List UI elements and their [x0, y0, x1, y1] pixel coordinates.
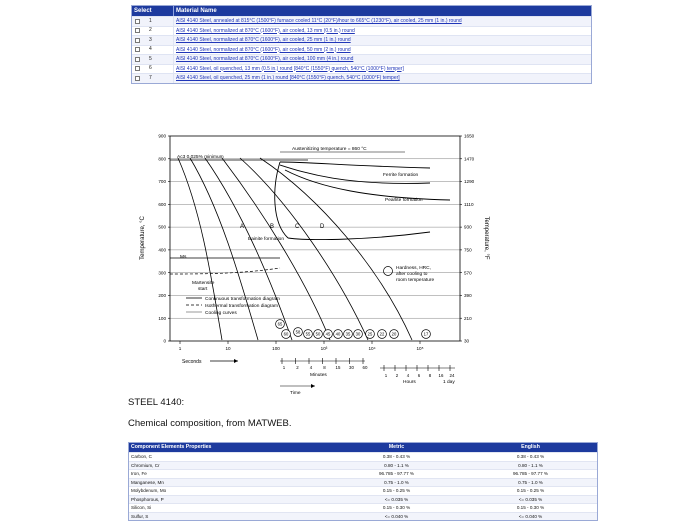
- select-cell: [132, 17, 174, 26]
- minutes-tick-label: 4: [309, 365, 313, 370]
- material-row: [132, 64, 591, 74]
- bainite-formation-label: Bainite formation: [248, 237, 284, 242]
- hardness-value: 65: [277, 321, 283, 327]
- hardness-value: 20: [391, 331, 397, 337]
- select-checkbox[interactable]: [135, 19, 140, 24]
- material-name-link[interactable]: AISI 4140 Steel, normalized at 870°C (1600°F), air cooled, 13 mm (0.5 in.) round: [176, 27, 355, 34]
- ms-label: Ms: [180, 255, 187, 260]
- x-tick-label: 10⁵: [416, 346, 424, 351]
- material-name-link[interactable]: AISI 4140 Steel, annealed at 815°C (1500°F) furnace cooled 11°C (20°F)/hour to 665°C (1230°F), air cooled, 25 mm (1 in.) round: [176, 18, 462, 24]
- seconds-label: Seconds: [182, 359, 202, 365]
- material-row: [132, 35, 591, 45]
- steel-subtitle: Chemical composition, from MATWEB.: [128, 418, 292, 429]
- english-cell: <= 0.040 %: [518, 513, 543, 519]
- material-name-link[interactable]: AISI 4140 Steel, oil quenched, 25 mm (1 in.) round [840°C (1550°F) quench, 540°C (1000°F) temper]: [176, 75, 400, 81]
- left-axis-label: Temperature, °C: [140, 216, 146, 260]
- metric-cell: 0.15 - 0.25 %: [382, 488, 411, 493]
- hardness-value: 17: [423, 331, 429, 337]
- english-cell: 0.80 - 1.1 %: [518, 462, 543, 468]
- row-number: 5: [149, 55, 152, 62]
- minutes-tick-label: 30: [349, 365, 354, 370]
- cct-diagram-svg: [130, 128, 495, 396]
- hardness-value: 35: [345, 331, 351, 337]
- metric-cell: 0.75 - 1.0 %: [384, 479, 409, 485]
- component-cell[interactable]: Carbon, C: [131, 454, 152, 459]
- row-number: 6: [149, 65, 152, 71]
- select-checkbox[interactable]: [135, 76, 140, 81]
- metric-cell: 0.15 - 0.30 %: [382, 505, 411, 510]
- ferrite-formation-label: Ferrite formation: [383, 173, 419, 178]
- left-tick-label: 700: [158, 179, 166, 185]
- select-cell: [132, 36, 174, 45]
- select-column-header: Select: [132, 6, 174, 16]
- row-number: 3: [149, 36, 152, 43]
- select-cell: [132, 74, 174, 83]
- left-tick-label: 300: [158, 270, 166, 276]
- steel-title: STEEL 4140:: [128, 397, 185, 408]
- hardness-legend-line-2: after cooling to: [396, 272, 428, 277]
- metric-cell: <= 0.040 %: [384, 513, 409, 519]
- martensite-isothermal-line: [170, 268, 280, 274]
- region-letter-b: B: [270, 224, 275, 230]
- metric-cell: 96.785 - 97.77 %: [379, 471, 414, 476]
- right-tick-label: 210: [464, 315, 472, 321]
- x-tick-label: 100: [272, 346, 280, 351]
- austenitizing-label: Austenitizing temperature = 860 °C: [292, 147, 367, 152]
- martensite-label: Martensite: [192, 281, 215, 286]
- left-tick-label: 600: [158, 201, 166, 207]
- hardness-legend-line-1: Hardness, HRC,: [396, 266, 431, 271]
- left-tick-label: 400: [158, 247, 166, 253]
- seconds-arrow-head: [234, 359, 238, 363]
- left-tick-label: 500: [158, 224, 166, 230]
- metric-cell: 0.80 - 1.1 %: [384, 462, 409, 468]
- select-cell: [132, 55, 174, 64]
- composition-row: [129, 461, 597, 470]
- hardness-value: 50: [315, 331, 321, 337]
- right-tick-label: 750: [464, 247, 472, 253]
- component-cell[interactable]: Silicon, Si: [131, 505, 152, 510]
- composition-row: [129, 503, 597, 512]
- hardness-value: 22: [379, 331, 385, 337]
- material-name-link[interactable]: AISI 4140 Steel, normalized at 870°C (1600°F), air cooled, 50 mm (2 in.) round: [176, 46, 351, 53]
- component-cell[interactable]: Manganese, Mn: [131, 479, 164, 485]
- metric-column-header: Metric: [388, 444, 405, 450]
- minutes-tick-label: 1: [282, 365, 286, 370]
- right-tick-label: 390: [464, 293, 472, 299]
- hardness-legend-line-3: room temperature: [396, 278, 435, 283]
- hardness-legend-circle: [384, 267, 393, 276]
- material-row: [132, 45, 591, 55]
- row-number: 2: [149, 27, 152, 33]
- material-row: [132, 26, 591, 36]
- ac3-label: Ac3 0.025% minimum: [177, 155, 224, 160]
- x-tick-label: 10⁴: [368, 346, 376, 351]
- row-number: 7: [149, 74, 152, 81]
- component-cell[interactable]: Phosphorous, P: [131, 496, 164, 502]
- composition-row: [129, 478, 597, 487]
- right-tick-label: 1650: [464, 133, 475, 139]
- composition-row: [129, 452, 597, 461]
- hours-label: Hours: [403, 380, 416, 385]
- hardness-value: 25: [367, 331, 373, 337]
- right-tick-label: 1470: [464, 156, 475, 162]
- composition-table: [128, 442, 598, 521]
- right-tick-label: 570: [464, 270, 472, 276]
- english-cell: 0.75 - 1.0 %: [518, 479, 543, 485]
- left-tick-label: 200: [158, 293, 166, 299]
- left-tick-label: 900: [158, 133, 166, 139]
- select-checkbox[interactable]: [135, 28, 140, 33]
- component-cell[interactable]: Sulfur, S: [131, 513, 149, 519]
- component-cell[interactable]: Iron, Fe: [131, 471, 147, 476]
- hours-tick-label: 8: [428, 373, 432, 378]
- legend-isothermal-label: Isothermal transformation diagram: [205, 304, 279, 309]
- hours-tick-label: 4: [406, 373, 410, 378]
- right-tick-label: 930: [464, 224, 472, 230]
- composition-row: [129, 469, 597, 478]
- component-cell[interactable]: Chromium, Cr: [131, 462, 160, 468]
- hours-tick-label: 2: [395, 373, 399, 378]
- minutes-tick-label: 15: [335, 365, 341, 370]
- hours-tick-label: 24: [449, 373, 455, 378]
- minutes-label: Minutes: [310, 373, 327, 378]
- minutes-tick-label: 60: [362, 365, 368, 370]
- hours-tick-label: 1: [384, 373, 388, 378]
- time-label: Time: [290, 391, 301, 396]
- pearlite-finish-curve: [285, 170, 450, 200]
- hours-tick-label: 16: [438, 373, 444, 378]
- row-number: 4: [149, 46, 152, 52]
- select-cell: [132, 46, 174, 55]
- region-letter-d: D: [320, 224, 325, 230]
- left-tick-label: 100: [158, 315, 166, 321]
- legend-cooling-label: Cooling curves: [205, 311, 237, 316]
- pearlite-formation-label: Pearlite formation: [385, 198, 423, 203]
- hardness-value: 60: [283, 331, 289, 337]
- select-checkbox[interactable]: [135, 47, 140, 52]
- material-table: [131, 5, 592, 84]
- region-letter-c: C: [295, 224, 300, 230]
- select-cell: [132, 27, 174, 36]
- english-cell: 96.785 - 97.77 %: [513, 471, 548, 476]
- english-cell: 0.38 - 0.43 %: [516, 454, 545, 459]
- hardness-value: 45: [325, 331, 331, 337]
- row-number: 1: [149, 17, 152, 24]
- x-tick-label: 1: [178, 346, 182, 351]
- english-cell: 0.15 - 0.30 %: [516, 505, 545, 510]
- select-cell: [132, 65, 174, 74]
- hardness-value: 30: [355, 331, 361, 337]
- region-letter-a: A: [240, 224, 245, 230]
- material-name-link[interactable]: AISI 4140 Steel, normalized at 870°C (1600°F), air cooled, 100 mm (4 in.) round: [176, 56, 354, 62]
- right-axis-label: Temperature, °F: [483, 216, 489, 260]
- martensite-start-label: start: [198, 287, 208, 292]
- composition-table-header: [129, 443, 597, 452]
- time-arrow-head: [311, 384, 315, 388]
- material-row: [132, 73, 591, 83]
- select-checkbox[interactable]: [135, 57, 140, 62]
- hours-tick-label: 6: [417, 373, 421, 378]
- component-column-header: Component Elements Properties: [131, 444, 212, 450]
- cct-diagram: [130, 128, 495, 396]
- composition-row: [129, 486, 597, 495]
- ferrite-start-curve: [280, 162, 430, 168]
- english-cell: <= 0.035 %: [518, 496, 543, 502]
- material-name-link[interactable]: AISI 4140 Steel, normalized at 870°C (1600°F), air cooled, 25 mm (1 in.) round: [176, 37, 351, 43]
- right-tick-label: 1290: [464, 179, 475, 185]
- hardness-value: 58: [295, 329, 301, 335]
- hardness-value: 40: [335, 331, 341, 337]
- material-row: [132, 54, 591, 64]
- hardness-value: 55: [305, 331, 311, 337]
- composition-row: [129, 512, 597, 521]
- legend-continuous-label: Continuous transformation diagram: [205, 297, 280, 302]
- material-row: [132, 16, 591, 26]
- english-cell: 0.15 - 0.25 %: [516, 488, 545, 493]
- minutes-tick-label: 2: [296, 365, 299, 370]
- select-checkbox[interactable]: [135, 38, 140, 43]
- material-name-link[interactable]: AISI 4140 Steel, oil quenched, 13 mm (0.5 in.) round [840°C (1550°F) quench, 540°C (1000°F) temper]: [176, 65, 404, 72]
- metric-cell: 0.38 - 0.43 %: [382, 454, 411, 459]
- composition-row: [129, 495, 597, 504]
- english-column-header: English: [521, 444, 540, 450]
- metric-cell: <= 0.035 %: [384, 496, 409, 502]
- x-tick-label: 10³: [320, 346, 328, 351]
- x-tick-label: 10: [225, 346, 231, 351]
- day-label: 1 day: [443, 380, 455, 385]
- right-tick-label: 30: [464, 338, 470, 344]
- right-tick-label: 1110: [464, 201, 474, 207]
- material-name-column-header: Material Name: [176, 8, 217, 14]
- select-checkbox[interactable]: [135, 66, 140, 71]
- minutes-tick-label: 8: [323, 365, 326, 370]
- component-cell[interactable]: Molybdenum, Mo: [131, 488, 167, 493]
- left-tick-label: 800: [158, 156, 166, 162]
- material-table-header: [132, 6, 591, 16]
- left-tick-label: 0: [163, 338, 166, 344]
